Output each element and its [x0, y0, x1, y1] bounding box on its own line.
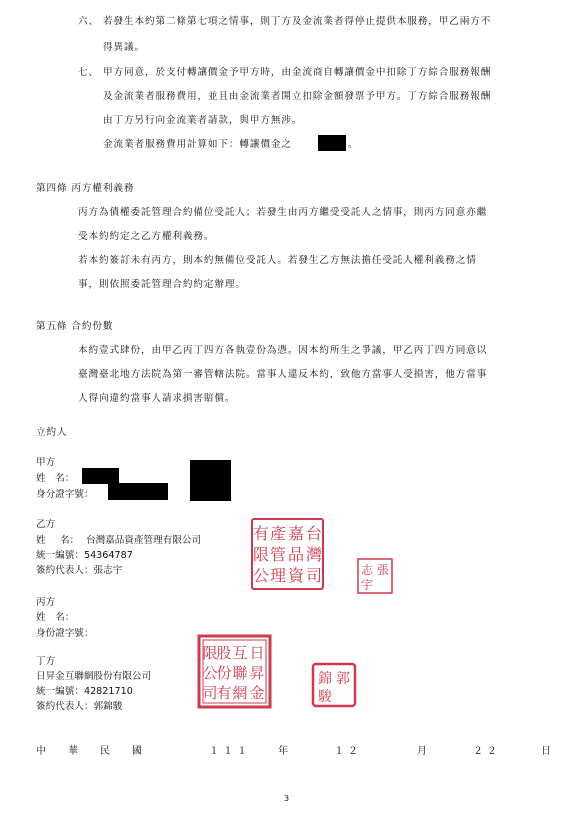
party-b-rep-seal: [356, 557, 394, 595]
svg-text:管: 管: [269, 545, 287, 564]
svg-text:聯: 聯: [232, 664, 248, 682]
svg-text:份: 份: [216, 664, 232, 682]
party-b-representative: 簽約代表人：張志宇: [36, 565, 123, 576]
party-c-label: 丙方: [36, 597, 56, 608]
item7-line2: 及金流業者服務費用，並且由金流業者開立扣除金額發票予甲方。丁方綜合服務報酬: [103, 91, 492, 102]
svg-text:日: 日: [249, 644, 265, 662]
party-b-label: 乙方: [36, 519, 56, 530]
party-d-tax-id: 統一編號：42821710: [36, 686, 133, 697]
svg-text:錦: 錦: [318, 671, 332, 687]
article5-line2: 臺灣臺北地方法院為第一審管轄法院。當事人違反本約，致他方當事人受損害，他方當事: [78, 369, 488, 380]
redacted-party-a-name: [82, 468, 119, 484]
date-day-unit: 日: [541, 746, 551, 757]
svg-text:互: 互: [232, 644, 248, 662]
date-month: １２: [334, 746, 362, 757]
party-c-name-label: 姓 名：: [36, 612, 75, 623]
party-b-name-prefix: 姓: [36, 535, 46, 546]
party-a-name-label: 姓 名：: [36, 473, 75, 484]
party-d-company-seal: [197, 634, 272, 709]
svg-text:股: 股: [216, 644, 232, 662]
item7-line4-end: 。: [348, 139, 358, 150]
party-d-rep-seal: [311, 662, 357, 708]
date-day: ２２: [473, 746, 501, 757]
article5-heading: 第五條 合約份數: [36, 321, 114, 332]
party-b-name-label: 名：: [60, 535, 80, 546]
item6-line1: 若發生本約第二條第七項之情事，則丁方及金流業者得停止提供本服務，甲乙兩方不: [103, 16, 492, 27]
svg-text:司: 司: [202, 684, 218, 702]
date-month-unit: 月: [417, 746, 427, 757]
item7-line3: 由丁方另行向金流業者請款，與甲方無涉。: [103, 115, 303, 126]
party-b-company-name: 台灣嘉品資產管理有限公司: [86, 535, 202, 546]
svg-text:昇: 昇: [249, 664, 265, 682]
svg-text:張: 張: [376, 563, 390, 577]
party-a-id-label: 身分證字號：: [36, 489, 94, 500]
svg-text:資: 資: [287, 566, 305, 585]
svg-text:公: 公: [252, 566, 270, 585]
party-a-label: 甲方: [36, 457, 56, 468]
svg-text:金: 金: [249, 684, 265, 702]
party-b-company-seal: [250, 517, 325, 591]
date-era: 中 華 民 國: [36, 746, 148, 757]
svg-text:嘉: 嘉: [287, 524, 305, 543]
redacted-party-a-id: [108, 483, 168, 500]
article4-p2-line1: 若本約簽訂未有丙方，則本約無備位受託人。若發生乙方無法擔任受託人權利義務之情: [78, 255, 477, 266]
svg-text:志: 志: [360, 563, 374, 577]
svg-text:網: 網: [232, 684, 248, 702]
article4-p1-line1: 丙方為債權委託管理合約備位受託人；若發生由丙方繼受受託人之情事，則丙方同意亦繼: [78, 207, 488, 218]
svg-text:公: 公: [202, 664, 218, 682]
svg-text:有: 有: [252, 524, 270, 543]
item7-line4: 金流業者服務費用計算如下：轉讓價金之: [103, 139, 292, 150]
item6-number: 六、: [78, 16, 99, 27]
article5-line1: 本約壹式肆份，由甲乙丙丁四方各執壹份為憑。因本約所生之爭議，甲乙丙丁四方同意以: [78, 345, 488, 356]
page-number: 3: [283, 794, 290, 803]
svg-text:限: 限: [252, 545, 270, 564]
item6-line2: 得異議。: [103, 42, 145, 53]
svg-text:司: 司: [305, 566, 323, 585]
article4-p1-line2: 受本約約定之乙方權利義務。: [78, 231, 215, 242]
svg-text:產: 產: [269, 524, 287, 543]
item7-number: 七、: [78, 67, 99, 78]
article4-p2-line2: 事，則依照委託管理合約約定辦理。: [78, 279, 246, 290]
redacted-party-a-seal: [190, 460, 231, 501]
svg-text:品: 品: [287, 545, 305, 564]
date-year-unit: 年: [278, 746, 288, 757]
article4-heading: 第四條 丙方權利義務: [36, 183, 135, 194]
svg-text:駿: 駿: [318, 689, 332, 705]
svg-text:理: 理: [269, 566, 287, 585]
svg-text:灣: 灣: [305, 545, 323, 564]
redacted-rate: [318, 135, 346, 151]
article5-line3: 人得向違約當事人請求損害賠償。: [78, 393, 236, 404]
svg-text:郭: 郭: [336, 671, 350, 687]
svg-text:台: 台: [305, 524, 323, 543]
party-d-label: 丁方: [36, 656, 56, 667]
party-b-tax-id: 統一編號：54364787: [36, 550, 133, 561]
svg-text:宇: 宇: [360, 578, 374, 592]
svg-text:限: 限: [202, 644, 218, 662]
date-year: １１１: [209, 746, 251, 757]
party-d-representative: 簽約代表人：郭錦駿: [36, 701, 123, 712]
party-d-company-name: 日昇金互聯網股份有限公司: [36, 671, 152, 682]
item7-line1: 甲方同意，於支付轉讓價金予甲方時，由金流商自轉讓價金中扣除丁方綜合服務報酬: [103, 67, 492, 78]
svg-text:有: 有: [216, 684, 232, 702]
party-c-id-label: 身份證字號：: [36, 628, 94, 639]
signatories-title: 立約人: [36, 427, 68, 438]
